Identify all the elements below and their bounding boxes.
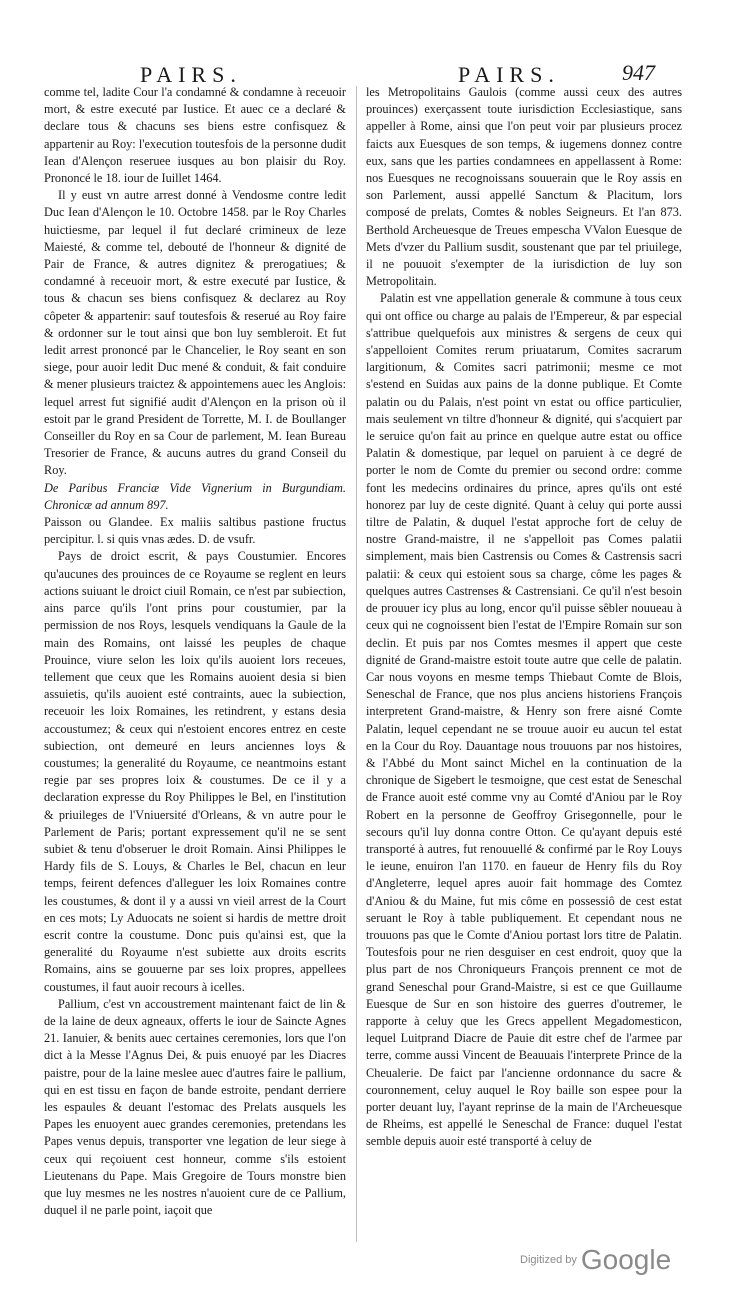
paragraph-pays-de-droict: Pays de droict escrit, & pays Coustumier. Encores qu'aucunes des prouinces de ce Royaume se reglent en leurs actions suiuant le droict ciuil Romain, ce n'est par subiection, ains parce qu'ils l'ont prins pour coustumier, par la permission de nos Roys, lesquels vendiquans la Gaule de la main des Romains, ont laissé les peuples de chaque Prouince, viure selon les loix qu'ils auoient lors receues, tellement que ceux que les Romains auoient desia si bien assuietis, qu'ils auoient esté contraints, auec la subiection, receuoir les loix Romaines, les retindrent, y estans desia accoustumez; & ceux qui n'estoient encores entrez en ceste subiection, ont demeuré en leurs anciennes loys & coustumes; la generalité du Royaume, ce neantmoins estant regie par ses propres loix & coustumes. De ce il y a declaration expresse du Roy Philippes le Bel, en l'institution & priuileges de l'Vniuersité d'Orleans, & vn autre pour le Parlement de Paris; portant expressement qu'il ne se sent subiet & tenu d'obseruer le droit Romain. Ainsi Philippes le Hardy fils de S. Louys, & Charles le Bel, chacun en leur temps, feirent defences d'alleguer les loix Romaines contre les coustumes, & dont il y a aussi vn vieil arrest de la Court en ces mots; Ly Aduocats ne soient si hardis de mettre droit escrit contre la coustume. Donc puis qu'ainsi est, que la generalité du Royaume n'est subiette aux droits escrits Romains, ains se gouuerne par ses loix propres, appellees coustumes, il faut auoir recours à icelles. <box>44 549 346 994</box>
citation-de-paribus: De Paribus Franciæ Vide Vignerium in Burgundiam. Chronicæ ad annum 897. <box>44 480 346 512</box>
paragraph-second-arrest: Il y eust vn autre arrest donné à Vendosme contre ledit Duc Iean d'Alençon le 10. Octobre 1458. par le Roy Charles huictiesme, par lequel il fut declaré crimineux de leze Maiesté, & comme tel, debouté de l'honneur & dignité de Pair de France, & autres dignitez & prerogatiues; & condamné à receuoir mort, & estre executé par Iustice, & tous & chacun ses biens confisquez & declarez au Roy côpeter & appartenir: sauf toutesfois & reserué au Roy faire & ordonner sur le tout ainsi que bon luy sembleroit. Et fut ledit arrest prononcé par le Chancelier, le Roy seant en son siege, pour auoir ledit Duc mené & conduit, & fait conduire & mener plusieurs traictez & appointemens auec les Anglois: lequel arrest fut signifié audit d'Alençon en la prison où il estoit par le grand President de Torrette, M. I. de Boullanger Conseiller du Roy en sa Cour de parlement, M. Iean Bureau Tresorier de France, & aucuns autres du grand Conseil du Roy. <box>44 188 346 478</box>
digitized-by-label: Digitized by <box>520 1254 577 1266</box>
google-logo: Google <box>580 1244 672 1275</box>
paragraph-pallium: Pallium, c'est vn accoustrement maintenant faict de lin & de la laine de deux agneaux, offerts le iour de Saincte Agnes 21. Ianuier, & benits auec certaines ceremonies, lors que l'on dict à la Messe l'Agnus Dei, & puis enuoyé par les Diacres paistre, pour de la laine meslee auec d'autres faire le pallium, qui en est tissu en façon de bande estroite, pendant derriere les espaules & deuant l'estomac des Prelats ausquels les Papes les enuoyent auec grandes ceremonies, pretendans les Papes venus depuis, transporter vne legation de leur siege à ceux qui reçoiuent cest honneur, comme s'ils estoient Lieutenans du Pape. Mais Gregoire de Tours monstre bien que luy mesmes ne les nostres n'auoient cure de ce Pallium, duquel il ne parle point, iaçoit que <box>44 996 346 1218</box>
running-head-right: PAIRS. <box>458 62 560 87</box>
paragraph-metropolitains: les Metropolitains Gaulois (comme aussi ceux des autres prouinces) exerçassent toute iurisdiction Ecclesiastique, sans appeller à Rome, ainsi que l'on peut voir par plusieurs procez faicts aux Euesques de son temps, & iugemens donnez contre eux, sans que les parties condamnees en appellassent à Rome: nos Euesques ne recognoissans souuerain que le Roy assis en son Parlement, aussi appellé Sanctum & Placitum, lors composé de prelats, Comtes & nobles Seigneurs. Et l'an 873. Berthold Archeuesque de Treues empescha VValon Euesque de Mets d'vzer du Pallium susdit, soustenant que par tel priuilege, il ne pouuoit s'exempter de la iurisdiction de luy son Metropolitain. <box>366 85 682 289</box>
digitized-watermark <box>520 1244 671 1276</box>
left-column <box>44 84 346 1219</box>
paragraph-paisson: Paisson ou Glandee. Ex maliis saltibus pastione fructus percipitur. l. si quis vnas ædes. D. de vsufr. <box>44 515 346 547</box>
column-divider <box>356 86 357 1242</box>
page-number: 947 <box>622 60 655 85</box>
running-head-left: PAIRS. <box>140 62 242 87</box>
paragraph-palatin: Palatin est vne appellation generale & commune à tous ceux qui ont office ou charge au palais de l'Empereur, & par especial s'attribue quelquefois aux ministres & sergens de ceux qui s'appelloient Comites rerum priuatarum, Comites sacrarum largitionum, & Comites sacri patrimonii; mesme ce mot s'estend en Suidas aux pains de la donne publique. Et Comte palatin ou du Palais, n'est point vn estat ou office particulier, mais seulement vn tiltre d'honneur & dignité, qui s'acquiert par le seruice qu'on fait au prince en quelque autre estat ou office Palatin & domestique, par lequel on paruient à ce degré de porter le nom de Comte du premier ou second ordre: comme font les medecins ordinaires du prince, apres qu'ils ont esté honorez par luy de ceste dignité. Quant à celuy qui porte aussi tiltre de Palatin, & duquel l'estat approche fort de celuy de nostre Grand-maistre, il ne s'appelloit pas Comes palatii simplement, mais bien Castrensis ou Comes & Castrensis sacri palatii: & ceux qui estoient sous sa charge, côme les pages & quelques autres Castrenses & Castrensiani. Ce qu'il n'est besoin de prouuer icy plus au long, encor qu'il puisse sêbler nouueau à ceux qui ne cognoissent bien l'estat de l'Empire Romain sur son declin. Et puis par nos Comtes mesmes il appert que ceste dignité de Grand-maistre estoit toute autre que celle de palatin. Car nous voyons en mesme temps Thiebaut Comte de Blois, Seneschal de France, que nos plus anciens historiens François interpretent Grand-maistre, & Henry son frere aisné Comte Palatin, lequel cependant ne se trouue auoir eu aucun tel estat en la Cour du Roy. Dauantage nous trouuons par nos histoires, & l'Abbé du Mont sainct Michel en la continuation de la chronique de Sigebert le tesmoigne, que cest estat de Seneschal de France auoit esté comme vny au Comté d'Aniou par le Roy Robert en la personne de Geoffroy Grisegonnelle, pour le secours qu'il luy donna contre Otton. Ce qu'ayant depuis esté transporté à autres, fut renouuellé & confirmé par le Roy Louys le ieune, enuiron l'an 1170. en faueur de Henry fils du Roy d'Angleterre, lequel apres auoir fait hommage des Comtez d'Aniou & du Maine, fut mis côme en possessiô de cest estat seruant le Roy à table publiquement. Et cependant nous ne trouuons pas que le Comte d'Aniou portast lors titre de Palatin. Toutesfois pour ne rien desguiser en cest endroit, quoy que la plus part de nos Chroniqueurs François prennent ce mot de grand Seneschal pour Grand-Maistre, si est ce que Guillaume Euesque de Sur en son histoire des guerres d'outremer, le rapporte à celuy que les Grecs appellent Megadomesticon, lequel Luitprand Diacre de Pauie dit estre chef de l'armee par terre, comme aussi Vincent de Beauuais l'interprete Prince de la Cheualerie. De faict par l'ancienne ordonnance du sacre & couronnement, celuy auquel le Roy baille son espee pour la porter deuant luy, l'ayant reprinse de la main de l'Archeuesque de Rheims, est appellé le Seneschal de France: duquel l'estat semble depuis auoir esté transporté à celuy de <box>366 291 682 1149</box>
paragraph-arrest-conclusion: comme tel, ladite Cour l'a condamné & condamne à receuoir mort, & estre executé par Iustice. Et auec ce a declaré & declare tous & chacuns ses biens estre confisquez & appartenir au Roy: l'execution toutesfois de la personne dudit Iean d'Alençon reseruee iusques au bon plaisir du Roy. Prononcé le 18. iour de Iuillet 1464. <box>44 85 346 186</box>
right-column <box>366 84 682 1151</box>
